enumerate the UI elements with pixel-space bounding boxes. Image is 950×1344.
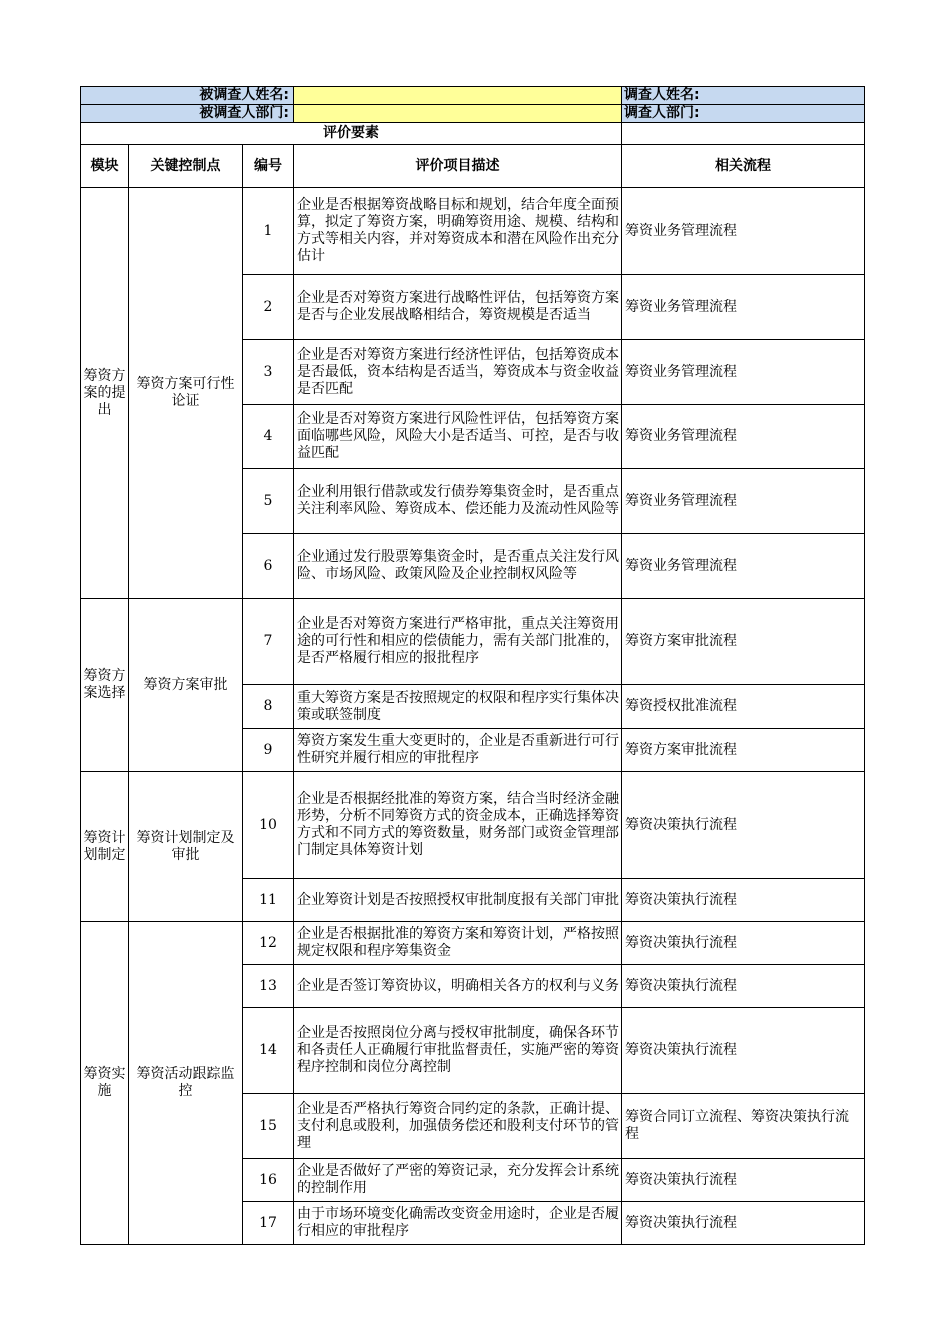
- item-process: 筹资决策执行流程: [622, 922, 865, 965]
- eval-elements-label: 评价要素: [81, 123, 622, 145]
- item-number: 5: [243, 469, 294, 534]
- item-number: 8: [243, 685, 294, 729]
- item-description: 企业是否按照岗位分离与授权审批制度，确保各环节和各责任人正确履行审批监督责任，实施严密的筹资程序控制和岗位分离控制: [294, 1008, 622, 1094]
- respondent-name-label: 被调查人姓名:: [81, 87, 294, 105]
- item-description: 企业是否根据经批准的筹资方案，结合当时经济金融形势，分析不同筹资方式的资金成本，正确选择筹资方式和不同方式的筹资数量，财务部门或资金管理部门制定具体筹资计划: [294, 772, 622, 879]
- item-process: 筹资决策执行流程: [622, 879, 865, 922]
- col-header-process: 相关流程: [622, 145, 865, 188]
- item-process: 筹资业务管理流程: [622, 188, 865, 275]
- table-row: [81, 772, 865, 879]
- item-process: 筹资方案审批流程: [622, 729, 865, 772]
- item-process: 筹资方案审批流程: [622, 599, 865, 685]
- item-number: 2: [243, 275, 294, 340]
- item-process: 筹资授权批准流程: [622, 685, 865, 729]
- item-number: 14: [243, 1008, 294, 1094]
- module-cell: 筹资计划制定: [81, 772, 129, 922]
- table-row: [81, 599, 865, 685]
- item-description: 筹资方案发生重大变更时的，企业是否重新进行可行性研究并履行相应的审批程序: [294, 729, 622, 772]
- item-process: 筹资决策执行流程: [622, 772, 865, 879]
- item-number: 10: [243, 772, 294, 879]
- respondent-dept-label: 被调查人部门:: [81, 105, 294, 123]
- item-process: 筹资决策执行流程: [622, 1008, 865, 1094]
- item-number: 4: [243, 405, 294, 469]
- item-number: 15: [243, 1094, 294, 1159]
- item-number: 12: [243, 922, 294, 965]
- item-description: 企业是否对筹资方案进行严格审批，重点关注筹资用途的可行性和相应的偿债能力，需有关部门批准的，是否严格履行相应的报批程序: [294, 599, 622, 685]
- module-cell: 筹资方案选择: [81, 599, 129, 772]
- control-point-cell: 筹资计划制定及审批: [129, 772, 243, 922]
- item-process: 筹资业务管理流程: [622, 340, 865, 405]
- item-description: 重大筹资方案是否按照规定的权限和程序实行集体决策或联签制度: [294, 685, 622, 729]
- item-process: 筹资决策执行流程: [622, 1159, 865, 1202]
- item-description: 企业是否根据批准的筹资方案和筹资计划，严格按照规定权限和程序筹集资金: [294, 922, 622, 965]
- col-header-number: 编号: [243, 145, 294, 188]
- col-header-control-point: 关键控制点: [129, 145, 243, 188]
- item-description: 由于市场环境变化确需改变资金用途时，企业是否履行相应的审批程序: [294, 1202, 622, 1245]
- table-row: [81, 188, 865, 275]
- respondent-name-input[interactable]: [294, 87, 622, 105]
- col-header-module: 模块: [81, 145, 129, 188]
- eval-elements-blank: [622, 123, 865, 145]
- item-number: 7: [243, 599, 294, 685]
- evaluation-table: [80, 86, 865, 1245]
- investigator-dept-label[interactable]: 调查人部门:: [622, 105, 865, 123]
- item-number: 16: [243, 1159, 294, 1202]
- item-description: 企业是否做好了严密的筹资记录，充分发挥会计系统的控制作用: [294, 1159, 622, 1202]
- item-description: 企业通过发行股票筹集资金时，是否重点关注发行风险、市场风险、政策风险及企业控制权风险等: [294, 534, 622, 599]
- item-number: 3: [243, 340, 294, 405]
- item-number: 6: [243, 534, 294, 599]
- item-process: 筹资合同订立流程、筹资决策执行流程: [622, 1094, 865, 1159]
- item-description: 企业是否根据筹资战略目标和规划，结合年度全面预算，拟定了筹资方案，明确筹资用途、规模、结构和方式等相关内容，并对筹资成本和潜在风险作出充分估计: [294, 188, 622, 275]
- respondent-name-row: [81, 87, 865, 105]
- item-number: 17: [243, 1202, 294, 1245]
- item-description: 企业筹资计划是否按照授权审批制度报有关部门审批: [294, 879, 622, 922]
- col-header-description: 评价项目描述: [294, 145, 622, 188]
- respondent-dept-row: [81, 105, 865, 123]
- control-point-cell: 筹资方案可行性论证: [129, 188, 243, 599]
- respondent-dept-input[interactable]: [294, 105, 622, 123]
- item-process: 筹资业务管理流程: [622, 469, 865, 534]
- module-cell: 筹资方案的提出: [81, 188, 129, 599]
- investigator-name-label[interactable]: 调查人姓名:: [622, 87, 865, 105]
- module-cell: 筹资实施: [81, 922, 129, 1245]
- eval-elements-row: [81, 123, 865, 145]
- item-description: 企业是否对筹资方案进行经济性评估，包括筹资成本是否最低，资本结构是否适当，筹资成本与资金收益是否匹配: [294, 340, 622, 405]
- table-body: [81, 87, 865, 1245]
- item-process: 筹资决策执行流程: [622, 965, 865, 1008]
- table-row: [81, 922, 865, 965]
- item-description: 企业是否签订筹资协议，明确相关各方的权利与义务: [294, 965, 622, 1008]
- item-number: 11: [243, 879, 294, 922]
- item-description: 企业是否严格执行筹资合同约定的条款，正确计提、支付利息或股利，加强债务偿还和股利支付环节的管理: [294, 1094, 622, 1159]
- item-number: 9: [243, 729, 294, 772]
- item-process: 筹资业务管理流程: [622, 534, 865, 599]
- item-process: 筹资业务管理流程: [622, 405, 865, 469]
- item-process: 筹资业务管理流程: [622, 275, 865, 340]
- control-point-cell: 筹资方案审批: [129, 599, 243, 772]
- item-process: 筹资决策执行流程: [622, 1202, 865, 1245]
- item-number: 13: [243, 965, 294, 1008]
- column-header-row: [81, 145, 865, 188]
- item-number: 1: [243, 188, 294, 275]
- item-description: 企业利用银行借款或发行债券筹集资金时，是否重点关注利率风险、筹资成本、偿还能力及流动性风险等: [294, 469, 622, 534]
- control-point-cell: 筹资活动跟踪监控: [129, 922, 243, 1245]
- item-description: 企业是否对筹资方案进行战略性评估，包括筹资方案是否与企业发展战略相结合，筹资规模是否适当: [294, 275, 622, 340]
- item-description: 企业是否对筹资方案进行风险性评估，包括筹资方案面临哪些风险，风险大小是否适当、可控，是否与收益匹配: [294, 405, 622, 469]
